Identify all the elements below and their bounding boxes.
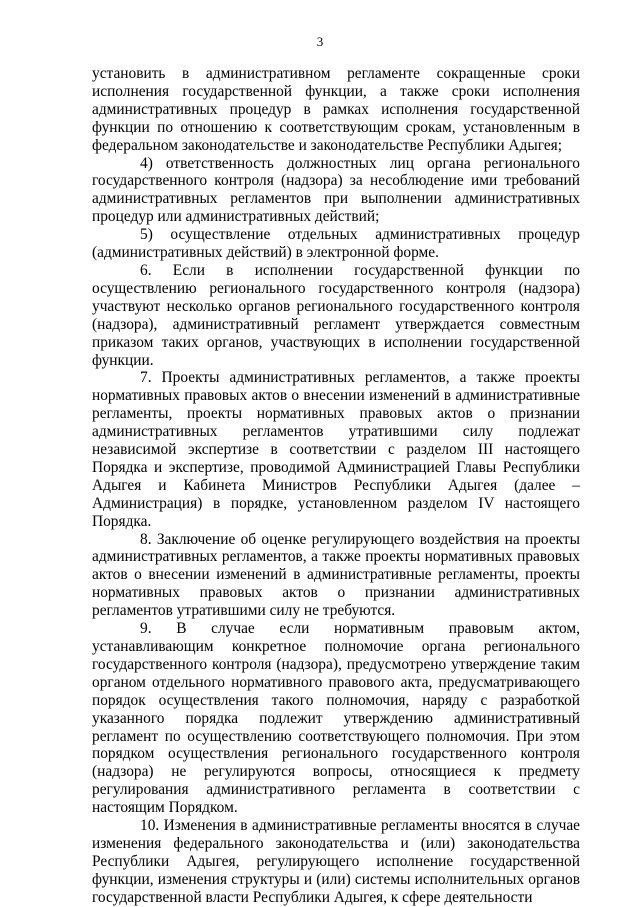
page-number: 3 bbox=[316, 34, 324, 49]
paragraph-section-6: 6. Если в исполнении государственной функции по осуществлению регионального государственного контроля (надзора) участвуют несколько органов регионального государственного контроля (надзора), административный регламент утверждается совместным приказом таких органов, участвующих в исполнении государственной функции. bbox=[92, 261, 580, 369]
paragraph-section-10: 10. Изменения в административные регламенты вносятся в случае изменения федерального законодательства и (или) законодательства Республики Адыгея, регулирующего исполнение государственной функции, изменения структуры и (или) системы исполнительных органов государственной власти Республики Адыгея, к сфере деятельности bbox=[92, 817, 580, 906]
paragraph-section-9: 9. В случае если нормативным правовым актом, устанавливающим конкретное полномочие органа регионального государственного контроля (надзора), предусмотрено утверждение таким органом отдельного нормативного правового акта, предусматривающего порядок осуществления такого полномочия, наряду с разработкой указанного порядка подлежит утверждению административный регламент по осуществлению соответствующего полномочия. При этом порядком осуществления регионального государственного контроля (надзора) не регулируются вопросы, относящиеся к предмету регулирования административного регламента в соответствии с настоящим Порядком. bbox=[92, 620, 580, 817]
paragraph-item-4: 4) ответственность должностных лиц органа регионального государственного контроля (надзора) за несоблюдение ими требований административных регламентов при выполнении административных процедур или административных действий; bbox=[92, 154, 580, 226]
paragraph-continued-item-3: установить в административном регламенте сокращенные сроки исполнения государственной функции, а также сроки исполнения административных процедур в рамках исполнения государственной функции по отношению к соответствующим срокам, установленным в федеральном законодательстве и законодательстве Республики Адыгея; bbox=[92, 65, 580, 154]
paragraph-section-7: 7. Проекты административных регламентов, а также проекты нормативных правовых актов о внесении изменений в административные регламенты, проекты нормативных правовых актов о признании административных регламентов утратившими силу подлежат независимой экспертизе в соответствии с разделом III настоящего Порядка и экспертизе, проводимой Администрацией Главы Республики Адыгея и Кабинета Министров Республики Адыгея (далее – Администрация) в порядке, установленном разделом IV настоящего Порядка. bbox=[92, 369, 580, 530]
paragraph-item-5: 5) осуществление отдельных административных процедур (административных действий) в электронной форме. bbox=[92, 226, 580, 262]
document-body bbox=[92, 65, 580, 907]
paragraph-section-8: 8. Заключение об оценке регулирующего воздействия на проекты административных регламентов, а также проекты нормативных правовых актов о внесении изменений в административные регламенты, проекты нормативных правовых актов о признании административных регламентов утратившими силу не требуются. bbox=[92, 530, 580, 620]
